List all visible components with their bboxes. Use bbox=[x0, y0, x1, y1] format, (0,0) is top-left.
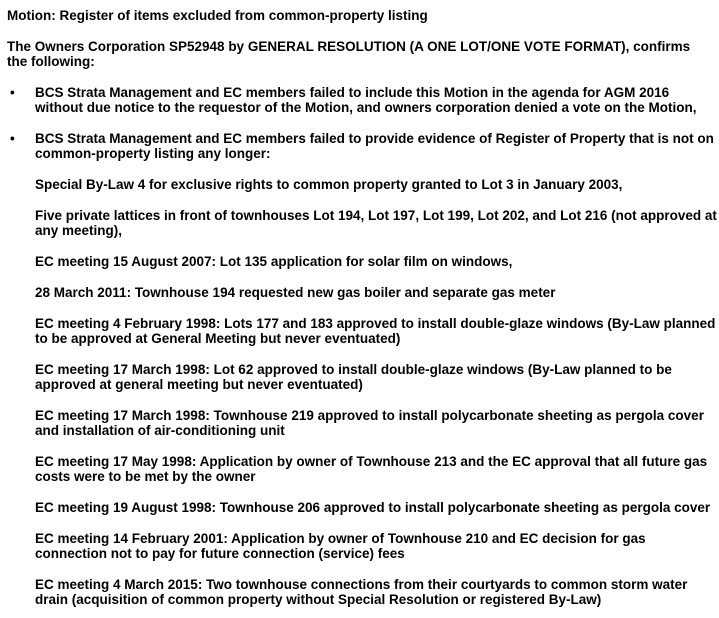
bullet-item bbox=[7, 131, 718, 161]
register-item: EC meeting 14 February 2001: Application by owner of Townhouse 210 and EC decision for gas connection not to pay for future connection (service) fees bbox=[35, 531, 646, 561]
register-item: EC meeting 4 March 2015: Two townhouse connections from their courtyards to common storm water drain (acquisition of common property without Special Resolution or registered By-Law) bbox=[35, 577, 688, 607]
register-item: EC meeting 19 August 1998: Townhouse 206 approved to install polycarbonate sheeting as pergola cover bbox=[35, 500, 711, 515]
register-item: Special By-Law 4 for exclusive rights to common property granted to Lot 3 in January 2003, bbox=[35, 177, 623, 192]
register-item: Five private lattices in front of townhouses Lot 194, Lot 197, Lot 199, Lot 202, and Lot 216 (not approved at any meeting), bbox=[35, 208, 717, 238]
bullet-text: BCS Strata Management and EC members failed to provide evidence of Register of Property that is not on common-property listing any longer: bbox=[35, 131, 714, 161]
register-item: EC meeting 15 August 2007: Lot 135 application for solar film on windows, bbox=[35, 254, 513, 269]
register-item: EC meeting 17 March 1998: Lot 62 approved to install double-glaze windows (By-Law planned to be approved at general meeting but never eventuated) bbox=[35, 362, 672, 392]
motion-title: Motion: Register of items excluded from common-property listing bbox=[7, 8, 428, 23]
register-item: 28 March 2011: Townhouse 194 requested new gas boiler and separate gas meter bbox=[35, 285, 556, 300]
bullet-list bbox=[7, 85, 719, 161]
bullet-text: BCS Strata Management and EC members failed to include this Motion in the agenda for AGM 2016 without due notice to the requestor of the Motion, and owners corporation denied a vote on the Motion, bbox=[35, 85, 697, 115]
register-item: EC meeting 4 February 1998: Lots 177 and 183 approved to install double-glaze windows (By-Law planned to be approved at General Meeting but never eventuated) bbox=[35, 316, 716, 346]
excluded-items-list bbox=[7, 177, 719, 607]
bullet-icon: • bbox=[10, 85, 15, 100]
intro-paragraph: The Owners Corporation SP52948 by GENERAL RESOLUTION (A ONE LOT/ONE VOTE FORMAT), confirms the following: bbox=[7, 39, 691, 69]
bullet-item bbox=[7, 85, 718, 115]
bullet-icon: • bbox=[10, 131, 15, 146]
register-item: EC meeting 17 May 1998: Application by owner of Townhouse 213 and the EC approval that all future gas costs were to be met by the owner bbox=[35, 454, 708, 484]
register-item: EC meeting 17 March 1998: Townhouse 219 approved to install polycarbonate sheeting as pergola cover and installation of air-conditioning unit bbox=[35, 408, 704, 438]
